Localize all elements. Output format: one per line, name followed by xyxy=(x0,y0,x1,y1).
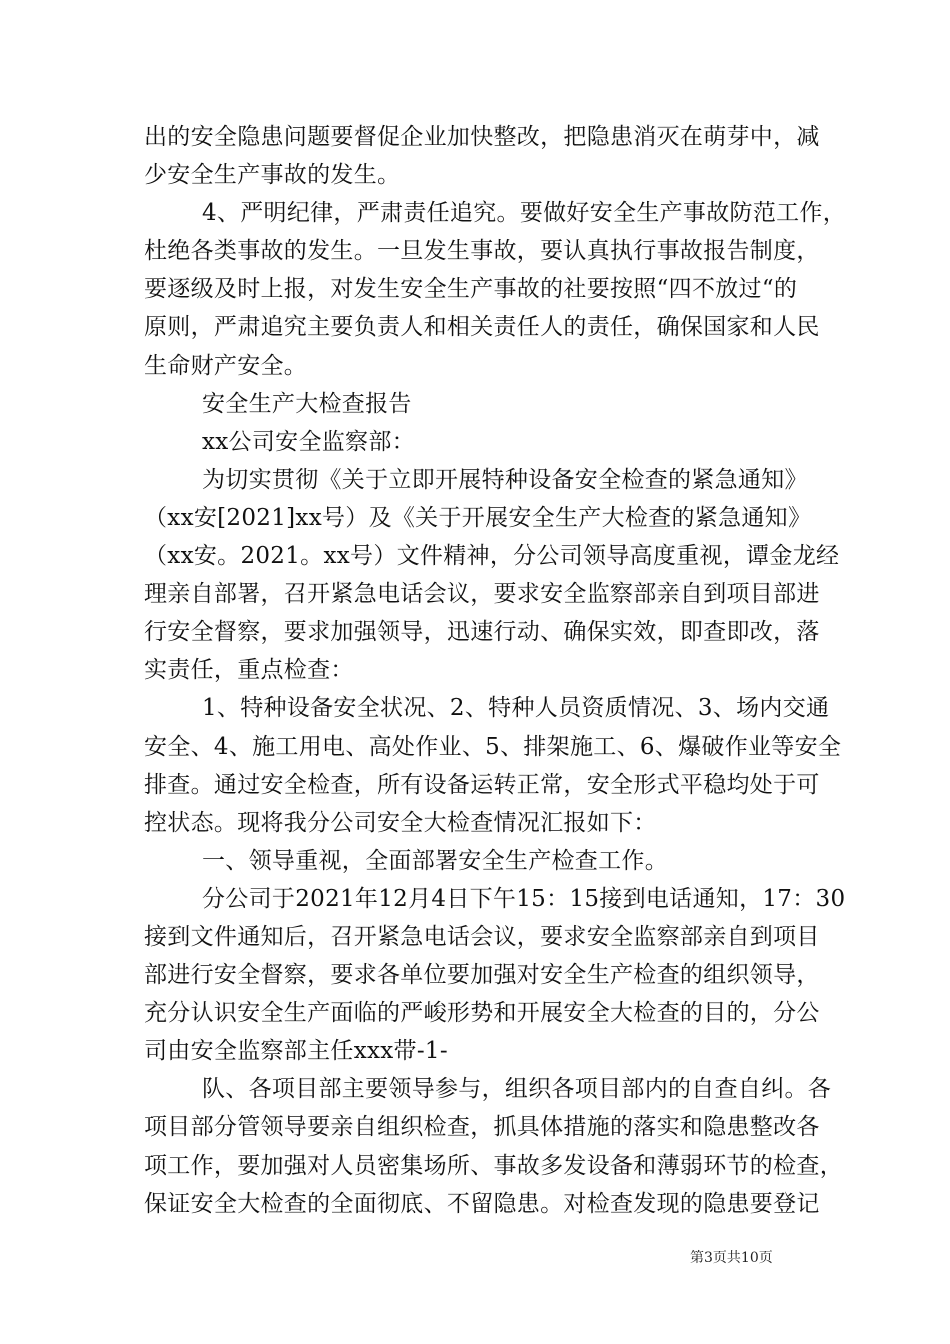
text-line: 行安全督察，要求加强领导，迅速行动、确保实效，即查即改，落 xyxy=(144,619,820,646)
text-line: 一、领导重视，全面部署安全生产检查工作。 xyxy=(202,847,668,874)
text-line: 项目部分管领导要亲自组织检查，抓具体措施的落实和隐患整改各 xyxy=(144,1114,820,1141)
text-line: xx公司安全监察部： xyxy=(202,428,415,455)
text-line: 接到文件通知后，召开紧急电话会议，要求安全监察部亲自到项目 xyxy=(144,923,820,950)
text-line: 为切实贯彻《关于立即开展特种设备安全检查的紧急通知》 xyxy=(202,466,808,493)
text-line: （xx安。2021。xx号）文件精神，分公司领导高度重视，谭金龙经 xyxy=(144,543,840,570)
text-line: 充分认识安全生产面临的严峻形势和开展安全大检查的目的，分公 xyxy=(144,1000,820,1027)
text-line: （xx安[2021]xx号）及《关于开展安全生产大检查的紧急通知》 xyxy=(144,504,812,531)
text-line: 原则，严肃追究主要负责人和相关责任人的责任，确保国家和人民 xyxy=(144,314,820,341)
text-line: 部进行安全督察，要求各单位要加强对安全生产检查的组织领导， xyxy=(144,962,820,989)
text-line: 控状态。现将我分公司安全大检查情况汇报如下： xyxy=(144,809,657,836)
text-line: 项工作，要加强对人员密集场所、事故多发设备和薄弱环节的检查， xyxy=(144,1152,843,1179)
text-line: 杜绝各类事故的发生。一旦发生事故，要认真执行事故报告制度， xyxy=(144,238,820,265)
text-line: 队、各项目部主要领导参与，组织各项目部内的自查自纠。各 xyxy=(202,1076,832,1103)
text-line: 分公司于2021年12月4日下午15：15接到电话通知，17：30 xyxy=(202,885,846,912)
text-line: 排查。通过安全检查，所有设备运转正常，安全形式平稳均处于可 xyxy=(144,771,820,798)
text-line: 少安全生产事故的发生。 xyxy=(144,162,401,189)
document-body xyxy=(144,118,847,1223)
text-line: 要逐级及时上报，对发生安全生产事故的社要按照“四不放过“的 xyxy=(144,276,798,303)
text-line: 生命财产安全。 xyxy=(144,352,308,379)
text-line: 实责任，重点检查： xyxy=(144,657,354,684)
text-line: 保证安全大检查的全面彻底、不留隐患。对检查发现的隐患要登记 xyxy=(144,1190,820,1217)
text-line: 安全、4、施工用电、高处作业、5、排架施工、6、爆破作业等安全 xyxy=(144,733,842,760)
text-line: 出的安全隐患问题要督促企业加快整改，把隐患消灭在萌芽中，减 xyxy=(144,124,820,150)
page-number: 第3页共10页 xyxy=(690,1250,773,1266)
text-line: 理亲自部署，召开紧急电话会议，要求安全监察部亲自到项目部进 xyxy=(144,581,820,608)
text-line: 司由安全监察部主任xxx带-1- xyxy=(144,1038,448,1065)
text-line: 1、特种设备安全状况、2、特种人员资质情况、3、场内交通 xyxy=(202,695,830,722)
text-line: 4、严明纪律，严肃责任追究。要做好安全生产事故防范工作， xyxy=(202,200,847,227)
text-line: 安全生产大检查报告 xyxy=(202,390,412,417)
